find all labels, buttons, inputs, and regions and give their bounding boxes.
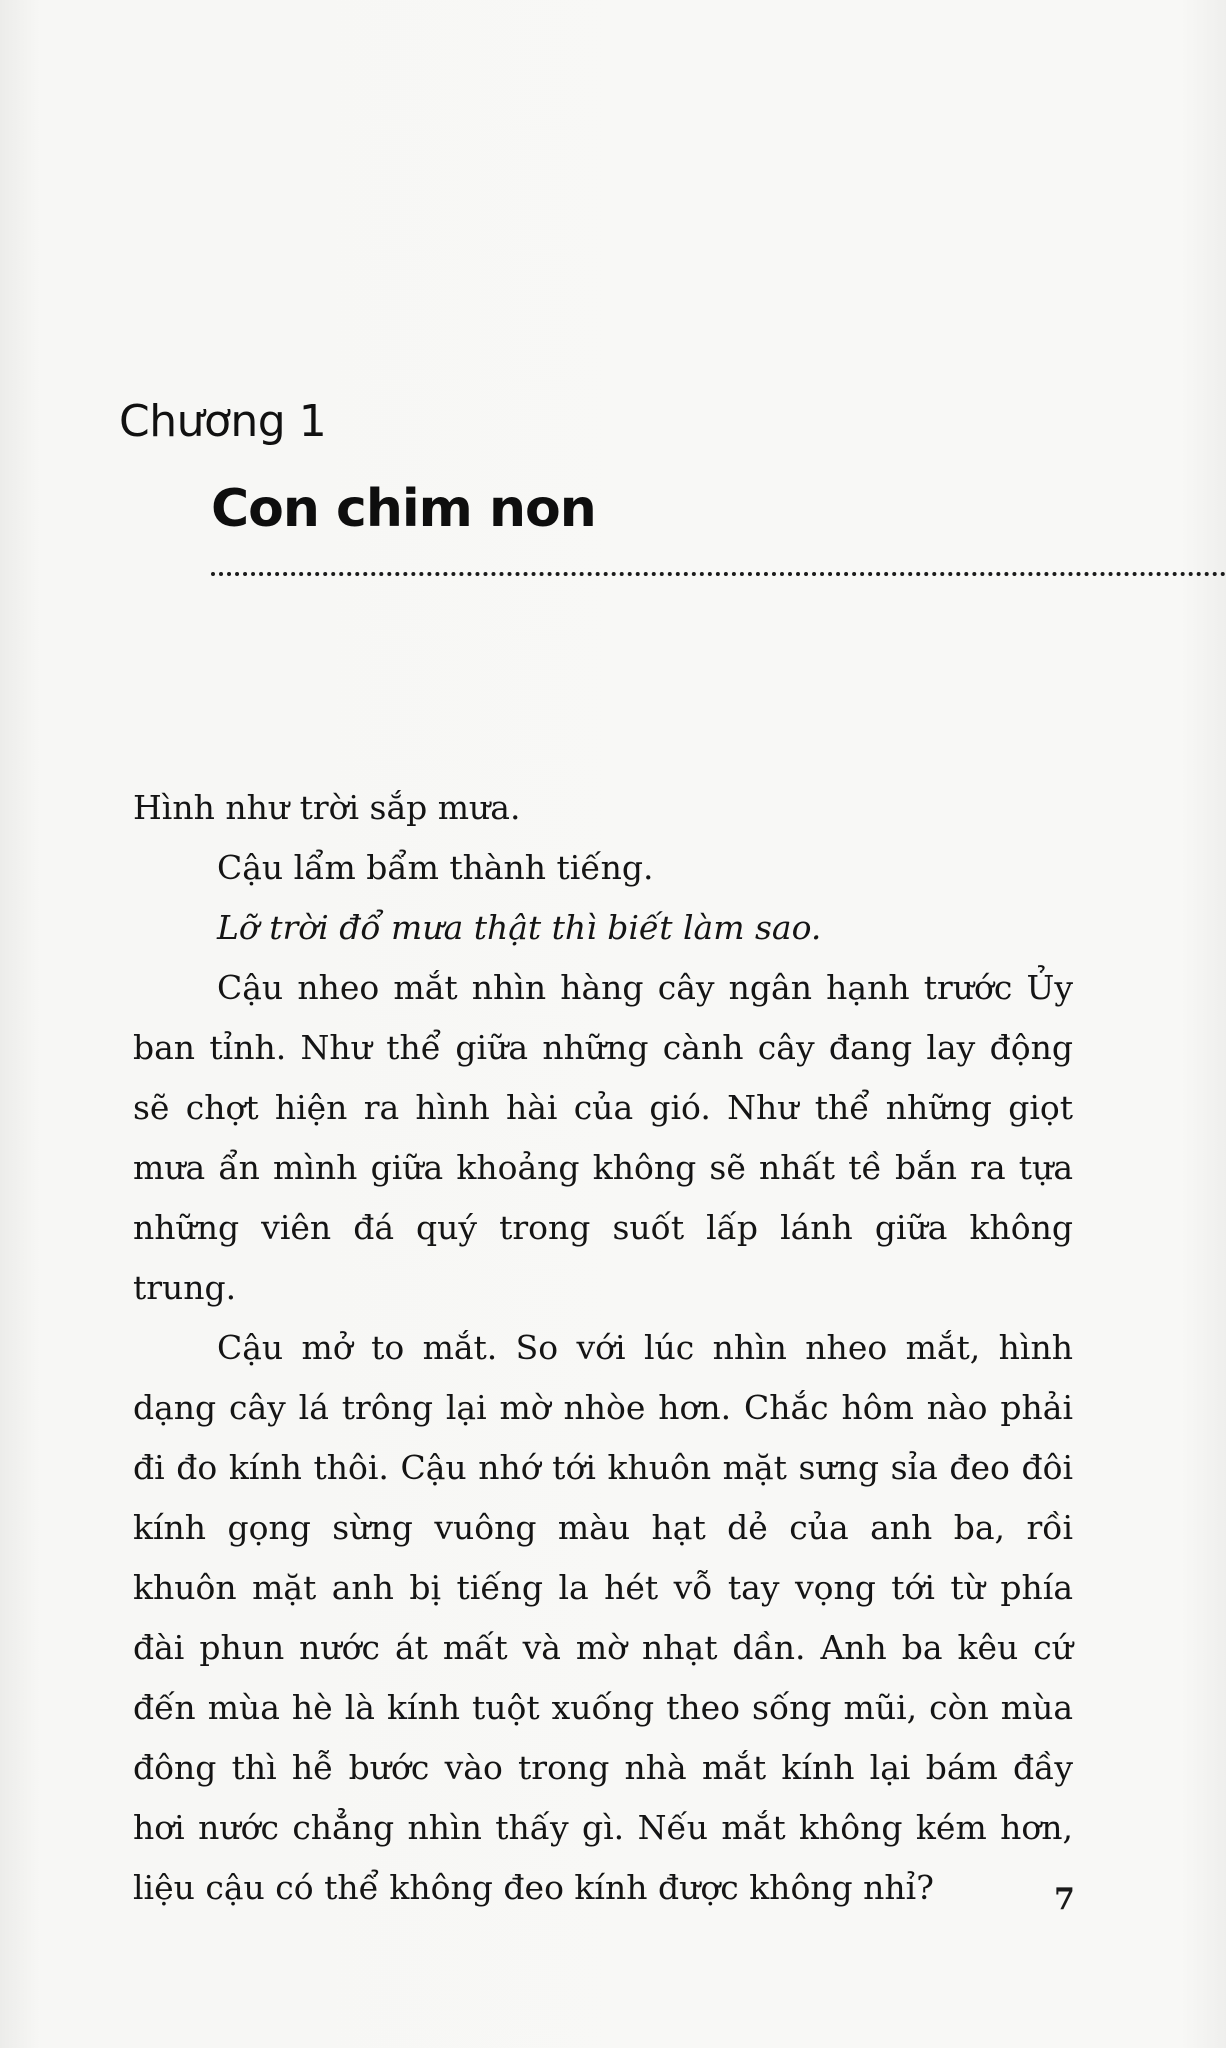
chapter-title: Con chim non — [211, 479, 596, 539]
chapter-label: Chương 1 — [119, 396, 327, 447]
paragraph: Cậu nheo mắt nhìn hàng cây ngân hạnh trước Ủy ban tỉnh. Như thể giữa những cành cây đang lay động sẽ chợt hiện ra hình hài của gió. Như thể những giọt mưa ẩn mình giữa khoảng không sẽ nhất tề bắn ra tựa những viên đá quý trong suốt lấp lánh giữa không trung. — [133, 968, 1073, 1307]
paragraph: Cậu mở to mắt. So với lúc nhìn nheo mắt, hình dạng cây lá trông lại mờ nhòe hơn. Chắc hôm nào phải đi đo kính thôi. Cậu nhớ tới khuôn mặt sưng sỉa đeo đôi kính gọng sừng vuông màu hạt dẻ của anh ba, rồi khuôn mặt anh bị tiếng la hét vỗ tay vọng tới từ phía đài phun nước át mất và mờ nhạt dần. Anh ba kêu cứ đến mùa hè là kính tuột xuống theo sống mũi, còn mùa đông thì hễ bước vào trong nhà mắt kính lại bám đầy hơi nước chẳng nhìn thấy gì. Nếu mắt không kém hơn, liệu cậu có thể không đeo kính được không nhỉ? — [133, 1328, 1073, 1907]
body-text — [133, 778, 1073, 1918]
dotted-divider — [211, 572, 1226, 576]
paragraph: Lỡ trời đổ mưa thật thì biết làm sao. — [217, 908, 822, 947]
paragraph: Hình như trời sắp mưa. — [133, 788, 521, 827]
paragraph: Cậu lẩm bẩm thành tiếng. — [217, 848, 654, 887]
page-number: 7 — [1054, 1882, 1075, 1917]
